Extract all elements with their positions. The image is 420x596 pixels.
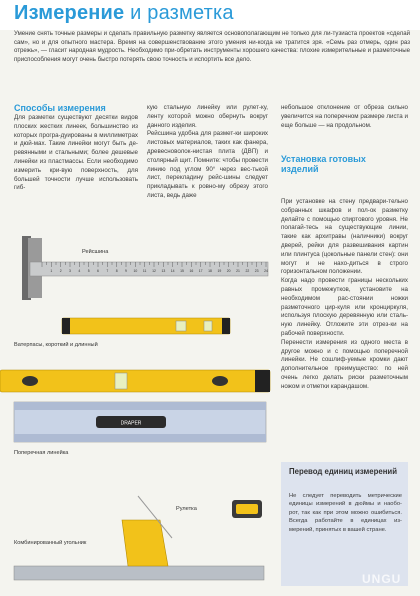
note-title: Перевод единиц измерений	[289, 467, 398, 476]
caption-combination-square: Комбинированный угольник	[14, 540, 87, 546]
page-title: Измерение и разметка	[14, 2, 234, 24]
ruler-number: 19	[217, 269, 222, 273]
cross-ruler-illustration	[14, 402, 266, 442]
ruler-number: 23	[254, 269, 259, 273]
ruler-number: 2	[59, 269, 62, 273]
brand-label: DRAPER	[120, 420, 142, 427]
ruler-number: 22	[245, 269, 250, 273]
ruler-number: 10	[133, 269, 138, 273]
short-level-illustration	[62, 318, 230, 334]
caption-levels: Ватерпасы, короткий и длинный	[14, 342, 98, 348]
t-square-illustration	[22, 236, 268, 300]
ruler-number: 16	[189, 269, 194, 273]
ruler-number: 7	[106, 269, 109, 273]
note-text: Не следует переводить метрические единицы измерений в дюймы и наобо-рот, так как при этом можно ошибиться. Всегда работайте в единицах из-мерений, принятых в вашей стране.	[289, 493, 402, 533]
ruler-number: 13	[161, 269, 166, 273]
methods-column-3: небольшое отклонение от обреза сильно увеличится на поперечном размере листа и еще больше — на продольном.	[281, 104, 408, 129]
intro-paragraph: Умение снять точные размеры и сделать правильную разметку является основополагающим не только для ли-тузиаста проектов «сделай сам», но и для опытного мастера. Время на совершенствование этого умения ни-когда не тратится зря. «Семь раз отмерь, один раз отрежь», — гласит народная мудрость. Необходимо при-обретать инструменты хорошего качества: плохие измерительные и разметочные приспособления могут очень быстро потерять свою точность и испортить все дело.	[14, 30, 410, 63]
ruler-number: 1	[50, 269, 53, 273]
ruler-number: 3	[69, 269, 71, 273]
ruler-number: 12	[152, 269, 156, 273]
methods-column-1: Для разметки существуют десятки видов плоских жестких линеек, большинство из которых програ-дуированы в миллиметрах и дюй-мах. Такие линейки могут быть де-ревянными и стальными; более дешевые линейки из пластмассы. Если необходимо измерить кри-вую поверхность, для большей точности лучше использовать гиб-	[14, 114, 138, 192]
methods-heading: Способы измерения	[14, 103, 106, 113]
ruler-number: 18	[208, 269, 212, 273]
caption-cross-ruler: Поперечная линейка	[14, 450, 69, 456]
ruler-number: 8	[115, 269, 118, 273]
ruler-number: 21	[236, 269, 240, 273]
ruler-number: 11	[142, 269, 147, 273]
methods-column-2: кую стальную линейку или рулет-ку, ленту которой можно обернуть вокруг данного изделия. Рейсшина удобна для размет-ки широких листовых материалов, таких как фанера, древесноволок-нистая плита (ДВП) и столярный щит. Помните: чтобы провести линию под углом 90° через вес-тькой лист, перекладину рейс-шины следует прикладывать к ровно-му обрезу этого листа, ведь даже	[147, 104, 268, 199]
ruler-number: 6	[97, 269, 99, 273]
ruler-number: 14	[170, 269, 175, 273]
watermark: UNGU	[362, 572, 402, 586]
ruler-number: 20	[226, 269, 231, 273]
install-heading: Установка готовых изделий	[281, 154, 366, 174]
tape-measure-illustration	[232, 500, 262, 518]
ruler-number: 5	[87, 269, 90, 273]
ruler-number: 9	[125, 269, 127, 273]
long-level-illustration	[0, 370, 270, 392]
ruler-number: 17	[198, 269, 203, 273]
install-text: При установке на стену предвари-тельно собранных шкафов и пол-ок разметку делайте с помощью спиртового уровня. Не полагай-тесь на существующие линии, такие как архитравы (наличники) вокруг дверей, рейки для развешивания картин или плинтуса (цокольные панели стен): они могут и не нахо-диться в строго горизонтальном положении. Когда надо провести границы нескольких равных промежутков, установите на необходимом рас-стоянии ножки разметочного цир-куля или кронциркуля, используя плоскую деревянную или сталь-ную линейку. Отложите эти отрез-ки на рабочей поверхности. Перенести измерения из одного места в другое можно и с помощью поперечной линейки. Не сошлиф-уемые кромки дают дополнительное преимущество: по ней очень легко делать риски разметочным ножом и отметки карандашом.	[281, 198, 408, 390]
caption-tape: Рулетка	[176, 506, 197, 512]
ruler-number: 4	[78, 269, 81, 273]
caption-t-square: Рейсшина	[82, 249, 109, 255]
ruler-number: 15	[180, 269, 184, 273]
combination-square-illustration	[14, 496, 264, 580]
ruler-number: 24	[264, 269, 268, 273]
